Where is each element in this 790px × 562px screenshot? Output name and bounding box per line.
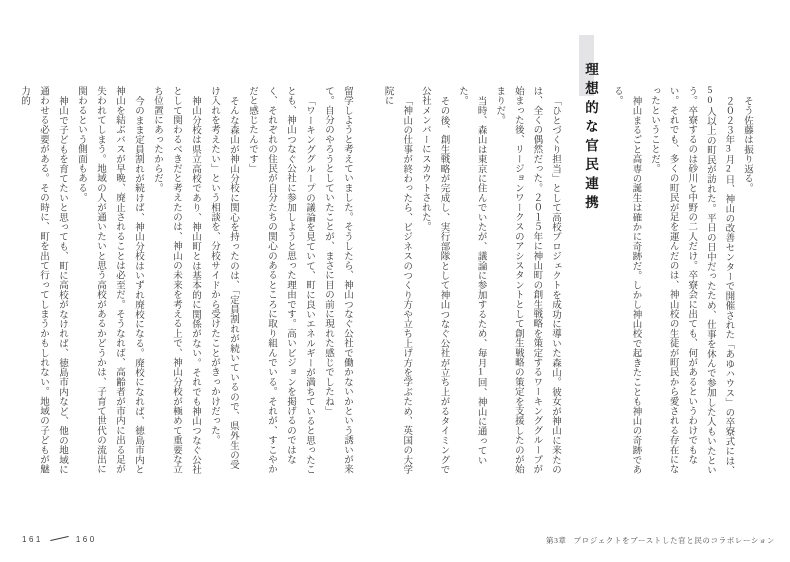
right-page-number: 160 — [75, 534, 97, 544]
running-footer — [546, 535, 775, 546]
paragraph: 留学しようと考えていました。そうしたら、神山つなぐ公社で働かないかという誘いが来て。自分のやろうとしていたことが、まさに目の前に現れた感じでしたね」 — [323, 86, 352, 474]
paragraph: そんな森山が神山分校に関心を持ったのは、「定員割れが続いているので、県外生の受け入れを考えたい」という相談を、分校サイドから受けたことがきっかけだった。 — [209, 86, 238, 470]
paragraph: その後、創生戦略が完成し、実行部隊として神山つなぐ公社が立ち上がるタイミングで公社メンバーにスカウトされた。 — [419, 86, 449, 474]
chapter-label: 第3章 — [545, 536, 567, 545]
right-page-intro-text — [611, 86, 756, 478]
left-page-body-text — [19, 86, 356, 478]
paragraph: ２０２３年3月2日、神山の改善センターで開催された「あゆハウス」の卒寮式には、50人以上の町民が訪れた。平日の日中だったため、仕事を休んで参加した人もいたという。卒寮するのは砂川と中野の二人だけ。卒寮会に出ても、何があるというわけでもない。それでも、多くの町民が足を運んだのは、神山校の生徒が町民から愛される存在になったということだ。 — [649, 86, 734, 475]
paragraph: 今のまま定員割れが続けば、神山分校はいずれ廃校になる。廃校になれば、徳島市内と神山を結ぶバスが早晩、廃止されることは必至だ。そうなれば、高齢者が市内に出る足が失われてしまう。地域の人が通いたいと思う高校があるかどうかは、子育て世代の流出に関わるという側面もある。 — [76, 86, 143, 474]
paragraph: そう佐藤は振り返る。 — [742, 95, 752, 193]
page-folio — [22, 533, 97, 545]
paragraph: 神山分校は県立高校であり、神山町とは基本的に関係がない。それでも神山つなぐ公社として関わるべきだと考えたのは、神山の未来を考える上で、神山分校が極めて重要な立ち位置にあったからだ。 — [152, 86, 200, 474]
paragraph: 「神山の仕事が終わったら、ビジネスのつくり方や立ち上げ方を学ぶため、英国の大学院に — [382, 86, 412, 474]
paragraph: 「ワーキンググループの議論を見ていて、町に良いエネルギーが満ちていると思ったことも、神山つなぐ公社に参加しようと思った理由です。高いビジョンを掲げるのではなく、それぞれの住民が自分たちの関心のあるところに取り組んでいる。それが、すこやかだと感じたんです」 — [247, 86, 314, 474]
paragraph: 「ひとづくり担当」として高校プロジェクトを成功に導いた森山。彼女が神山に来たのは、全くの偶然だった。２０１５年に神山町の創生戦略を策定するワーキンググループが始まった後、リージョンワークスのアシスタントとして創生戦略の策定を支援したのが始まりだ。 — [494, 86, 560, 474]
left-page-number: 161 — [22, 534, 43, 544]
paragraph: 当時、森山は東京に住んでいたが、議論に参加するため、毎月1回、神山に通っていた。 — [457, 86, 486, 465]
paragraph: 神山で子どもを育てたいと思っても、町に高校がなければ、徳島市内など、他の地域に通わせる必要がある。その時に、町を出て行ってしまうかもしれない。地域の子どもが魅力的 — [19, 86, 67, 474]
chapter-title: プロジェクトをブーストした官と民のコラボレーション — [573, 536, 775, 545]
folio-divider-line — [50, 536, 69, 542]
right-page-body-text — [382, 86, 564, 478]
section-heading: 理想的な官民連携 — [583, 62, 598, 214]
paragraph: 神山まるごと高専の誕生は確かに奇跡だ。しかし神山校で起きたことも神山の奇跡である。 — [611, 86, 641, 474]
